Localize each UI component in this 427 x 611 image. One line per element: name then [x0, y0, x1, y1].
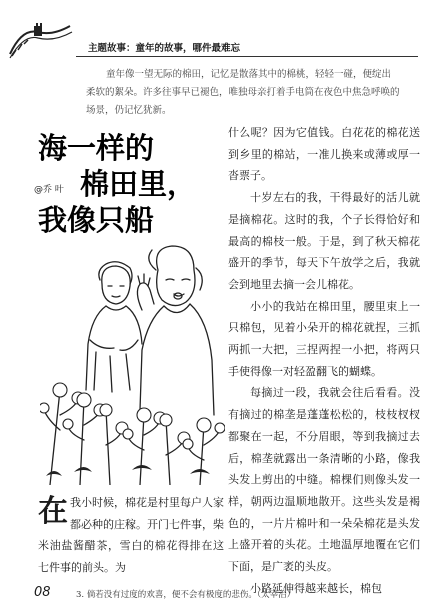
article-left-column	[38, 492, 224, 579]
body-paragraph: 小路延伸得越来越长，棉包	[250, 581, 382, 595]
author-byline: @乔 叶	[34, 185, 64, 195]
footer-quote: 3. 倘若没有过度的欢喜，便不会有极度的悲伤。（太宰治）	[76, 590, 296, 600]
title-line-1: 海一样的	[38, 131, 155, 165]
opening-paragraph: 我小时候，棉花是村里每户人家都必种的庄稼。开门七件事，柴米油盐酱醋茶，雪白的棉花得排在这七件事的前头。为	[38, 496, 224, 575]
body-paragraph: 每摘过一段，我就会往后看看。没有摘过的棉垄是蓬蓬松松的，枝枝杈杈都聚在一起，不分眉眼，等到我摘过去后，棉垄就露出一条清晰的小路，像我头发上剪出的中缝。棉棵们则像头发一样，朝两边温顺地散开。这些头发是褐色的，一片片棉叶和一朵朵棉花是头发上盛开着的头花。土地温厚地覆在它们下面，是广袤的头皮。	[228, 386, 420, 574]
article-title	[38, 130, 228, 238]
article-right-column	[228, 122, 420, 599]
page-number: 08	[34, 585, 51, 600]
body-paragraph: 小小的我站在棉田里，腰里束上一只棉包，见着小朵开的棉花就捏，三抓两抓一大把，三捏两捏一小把，将两只手使得像一对轻盈翻飞的蝴蝶。	[228, 299, 420, 378]
title-line-3: 我像只船	[38, 203, 155, 237]
title-line-2: 棉田里，	[80, 167, 197, 201]
header-rule	[76, 56, 418, 57]
header-topic: 主题故事：童年的故事，哪件最难忘	[88, 43, 241, 54]
cotton-field-illustration	[40, 240, 225, 485]
body-paragraph: 什么呢？因为它值钱。白花花的棉花送到乡里的棉站，一准儿换来或薄或厚一沓票子。	[228, 126, 420, 183]
intro-paragraph: 童年像一望无际的棉田，记忆是散落其中的棉桃，轻轻一碰，便绽出柔软的絮朵。许多往事早已褪色，唯独母亲打着手电筒在夜色中焦急呼唤的场景，仍记忆犹新。	[86, 69, 400, 116]
drop-cap: 在	[38, 494, 68, 529]
header-great-wall-icon	[8, 22, 74, 62]
body-paragraph: 十岁左右的我，干得最好的活儿就是摘棉花。这时的我，个子长得恰好和最高的棉枝一般。于是，到了秋天棉花盛开的季节，每天下午放学之后，我就会到地里去摘一会儿棉花。	[228, 191, 420, 291]
